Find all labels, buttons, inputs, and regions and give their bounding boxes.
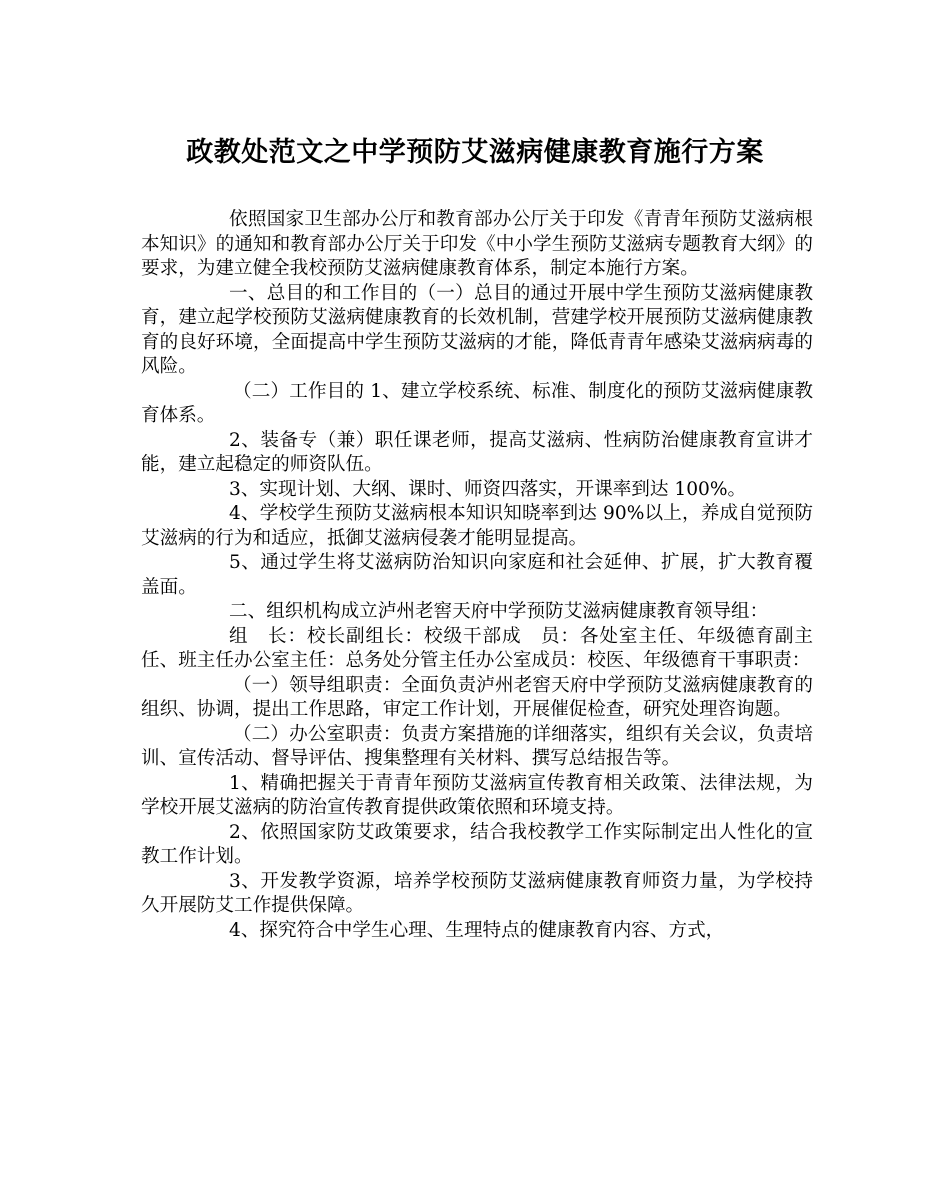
paragraph-duty-4: 4、探究符合中学生心理、生理特点的健康教育内容、方式， (229, 919, 725, 941)
paragraph-office-duties: （二）办公室职责：负责方案措施的详细落实，组织有关会议，负责培训、宣传活动、督导评估、搜集整理有关材料、撰写总结报告等。 (141, 723, 813, 769)
paragraph-goal-3: 3、实现计划、大纲、课时、师资四落实，开课率到达 100%。 (229, 478, 747, 500)
paragraph-duty-1: 1、精确把握关于青青年预防艾滋病宣传教育相关政策、法律法规，为学校开展艾滋病的防治宣传教育提供政策依照和环境支持。 (141, 772, 813, 818)
paragraph-goal-2: 2、装备专（兼）职任课老师，提高艾滋病、性病防治健康教育宣讲才能，建立起稳定的师资队伍。 (141, 429, 813, 475)
paragraph-duty-3: 3、开发教学资源，培养学校预防艾滋病健康教育师资力量，为学校持久开展防艾工作提供保障。 (141, 870, 813, 916)
paragraph-goal-5: 5、通过学生将艾滋病防治知识向家庭和社会延伸、扩展，扩大教育覆盖面。 (141, 552, 813, 598)
document-title: 政教处范文之中学预防艾滋病健康教育施行方案 (186, 137, 764, 168)
paragraph-goal-4: 4、学校学生预防艾滋病根本知识知晓率到达 90%以上，养成自觉预防艾滋病的行为和适应，抵御艾滋病侵袭才能明显提高。 (141, 503, 813, 549)
paragraph-duty-2: 2、依照国家防艾政策要求，结合我校教学工作实际制定出人性化的宣教工作计划。 (141, 821, 813, 867)
paragraph-intro: 依照国家卫生部办公厅和教育部办公厅关于印发《青青年预防艾滋病根本知识》的通知和教育部办公厅关于印发《中小学生预防艾滋病专题教育大纲》的要求，为建立健全我校预防艾滋病健康教育体系，制定本施行方案。 (141, 209, 813, 279)
paragraph-section-2-organization: 二、组织机构成立泸州老窖天府中学预防艾滋病健康教育领导组： (229, 601, 769, 622)
paragraph-section-1-goals: 一、总目的和工作目的（一）总目的通过开展中学生预防艾滋病健康教育，建立起学校预防艾滋病健康教育的长效机制，营建学校开展预防艾滋病健康教育的良好环境，全面提高中学生预防艾滋病的才能，降低青青年感染艾滋病病毒的风险。 (141, 282, 813, 377)
document-body (141, 208, 813, 943)
paragraph-work-goals: （二）工作目的 1、建立学校系统、标准、制度化的预防艾滋病健康教育体系。 (141, 380, 813, 426)
paragraph-members: 组 长：校长副组长：校级干部成 员：各处室主任、年级德育副主任、班主任办公室主任：总务处分管主任办公室成员：校医、年级德育干事职责： (141, 625, 813, 671)
paragraph-leadership-duties: （一）领导组职责：全面负责泸州老窖天府中学预防艾滋病健康教育的组织、协调，提出工作思路，审定工作计划，开展催促检查，研究处理咨询题。 (141, 674, 813, 720)
